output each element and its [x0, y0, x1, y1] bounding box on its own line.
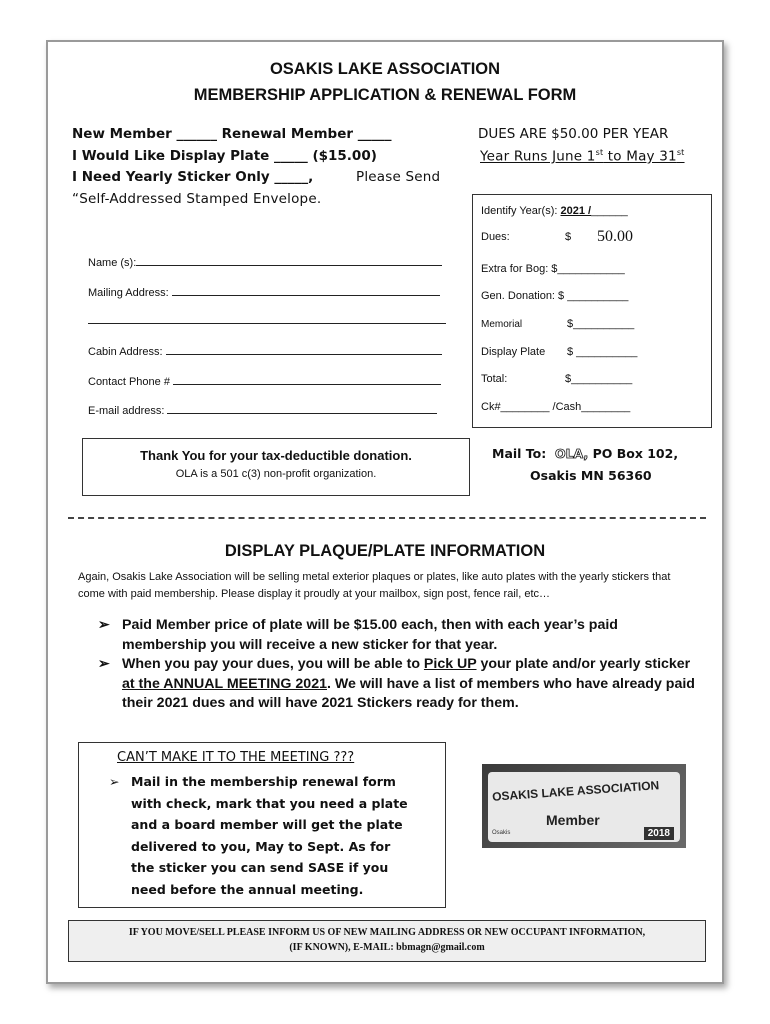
- form-page: [46, 40, 724, 984]
- name-field[interactable]: Name (s):: [88, 256, 448, 269]
- thank-you-box: [82, 438, 470, 496]
- mail-to-city: Osakis MN 56360: [530, 468, 652, 483]
- form-title-line1: OSAKIS LAKE ASSOCIATION: [269, 60, 501, 78]
- plaque-intro: Again, Osakis Lake Association will be selling metal exterior plaques or plates, like auto plates with the yearly stickers that come with paid membership. Please display it proudly at your mailbox, sign post, fence rail, etc…: [78, 571, 671, 600]
- cant-make-body: ➢ Mail in the membership renewal form with check, mark that you need a plate and a board member will get the plate delivered to you, May to Sept. As for the sticker you can send SASE if you need before the annual meeting.: [109, 771, 408, 900]
- mailing-address-line2[interactable]: [88, 314, 448, 327]
- arrow-bullet-icon: ➢: [109, 774, 120, 789]
- dues-row[interactable]: Dues: $ 50.00: [481, 228, 633, 245]
- nonprofit-text: OLA is a 501 c(3) non-profit organization.: [175, 468, 377, 480]
- cut-line-divider: [68, 517, 706, 519]
- display-plate-row[interactable]: Display Plate $ __________: [481, 346, 638, 358]
- memorial-row[interactable]: Memorial $__________: [481, 318, 635, 330]
- extra-bog-row[interactable]: Extra for Bog: $___________: [481, 263, 625, 275]
- form-title-line2: MEMBERSHIP APPLICATION & RENEWAL FORM: [193, 86, 577, 104]
- plaque-heading: DISPLAY PLAQUE/PLATE INFORMATION: [224, 542, 546, 560]
- bullet-price: ➢ Paid Member price of plate will be $15.00 each, then with each year’s paid membership you will receive a new sticker for that year.: [98, 617, 618, 653]
- arrow-bullet-icon: ➢: [98, 656, 110, 672]
- check-cash-row[interactable]: Ck#________ /Cash________: [481, 401, 631, 413]
- plate-association-text: OSAKIS LAKE ASSOCIATION: [491, 778, 660, 804]
- sase-text: “Self-Addressed Stamped Envelope.: [72, 191, 322, 207]
- member-plate-photo: [482, 764, 686, 848]
- thank-you-text: Thank You for your tax-deductible donation.: [140, 448, 412, 463]
- move-sell-notice: IF YOU MOVE/SELL PLEASE INFORM US OF NEW MAILING ADDRESS OR NEW OCCUPANT INFORMATION, (IF KNOWN), E-MAIL: bbmagn@gmail.com: [68, 920, 706, 962]
- mail-to-address: Mail To: OLA, PO Box 102,: [492, 446, 679, 461]
- plate-member-text: Member: [546, 812, 600, 828]
- arrow-bullet-icon: ➢: [98, 617, 110, 633]
- identify-year-row[interactable]: Identify Year(s): 2021 /______: [481, 205, 628, 217]
- plate-year-sticker: 2018: [644, 827, 674, 840]
- sticker-only-line[interactable]: I Need Yearly Sticker Only _____,: [72, 169, 314, 185]
- plaque-bullets: [98, 616, 698, 714]
- year-runs-text: Year Runs June 1st to May 31st: [480, 148, 685, 165]
- cabin-address-field[interactable]: Cabin Address:: [88, 345, 448, 358]
- please-send-text: Please Send: [356, 169, 441, 185]
- dues-amount: 50.00: [597, 228, 633, 245]
- plate-small-text: Osakis: [492, 830, 511, 836]
- cant-make-meeting-box: [78, 742, 446, 908]
- display-plate-line[interactable]: I Would Like Display Plate _____ ($15.00): [72, 148, 377, 164]
- dues-per-year: DUES ARE $50.00 PER YEAR: [478, 126, 669, 142]
- bullet-pickup: ➢ When you pay your dues, you will be able to Pick UP your plate and/or yearly sticker at the ANNUAL MEETING 2021. We will have a list of members who have already paid their 2021 dues and will have 2021 Stickers ready for them.: [98, 656, 695, 711]
- total-row[interactable]: Total: $__________: [481, 373, 633, 385]
- gen-donation-row[interactable]: Gen. Donation: $ __________: [481, 290, 629, 302]
- cant-make-heading: CAN’T MAKE IT TO THE MEETING ???: [117, 750, 355, 765]
- dues-box: [472, 194, 712, 428]
- new-renewal-member-line[interactable]: New Member ______ Renewal Member _____: [72, 126, 392, 142]
- email-field[interactable]: E-mail address:: [88, 404, 448, 417]
- contact-phone-field[interactable]: Contact Phone #: [88, 375, 448, 388]
- mailing-address-field[interactable]: Mailing Address:: [88, 286, 448, 299]
